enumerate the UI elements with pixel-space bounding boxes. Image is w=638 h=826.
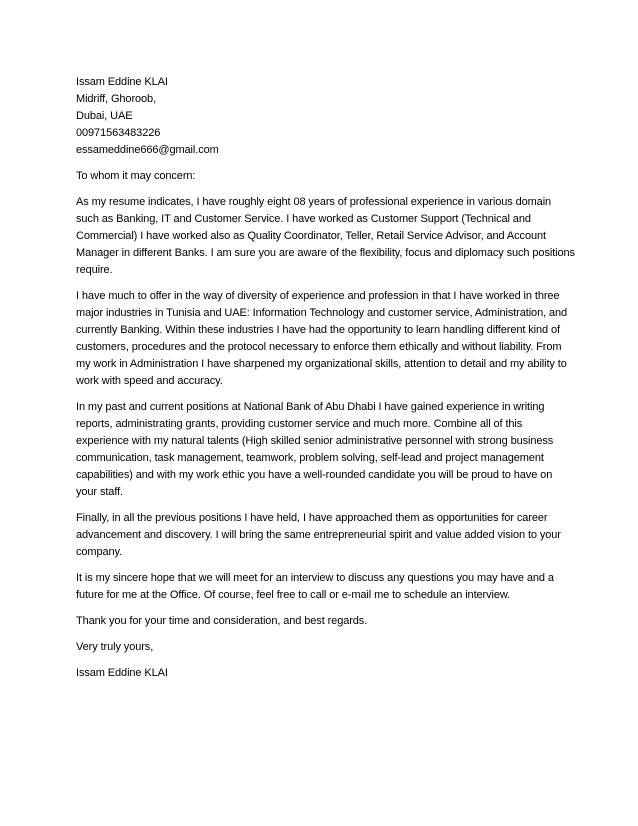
body-paragraph-1: As my resume indicates, I have roughly eight 08 years of professional experience in various domain such as Banking, IT and Customer Service. I have worked as Customer Support (Technical and Commercial) I have worked also as Quality Coordinator, Teller, Retail Service Advisor, and Account Manager in different Banks. I am sure you are aware of the flexibility, focus and diplomacy such positions require. [76,196,575,276]
body-paragraph-2: I have much to offer in the way of diversity of experience and profession in that I have worked in three major industries in Tunisia and UAE: Information Technology and customer service, Administration, and currently Banking. Within these industries I have had the opportunity to learn handling different kind of customers, procedures and the protocol necessary to enforce them ethically and without liability. From my work in Administration I have sharpened my organizational skills, attention to detail and my ability to work with speed and accuracy. [76,290,568,387]
letter-page [76,74,576,682]
sender-address-line-2: Dubai, UAE [76,110,133,122]
sender-address-block [76,74,576,159]
sender-phone: 00971563483226 [76,127,161,139]
closing: Very truly yours, [76,641,154,653]
sender-name: Issam Eddine KLAI [76,76,168,88]
sender-email: essameddine666@gmail.com [76,144,219,156]
body-paragraph-6: Thank you for your time and consideration, and best regards. [76,615,368,627]
body-paragraph-5: It is my sincere hope that we will meet for an interview to discuss any questions you may have and a future for me at the Office. Of course, feel free to call or e-mail me to schedule an interview. [76,572,554,601]
body-paragraph-3: In my past and current positions at National Bank of Abu Dhabi I have gained experience in writing reports, administrating grants, providing customer service and much more. Combine all of this experience with my natural talents (High skilled senior administrative personnel with strong business communication, task management, teamwork, problem solving, self-lead and project management capabilities) and with my work ethic you have a well-rounded candidate you will be proud to have on your staff. [76,401,554,498]
signature: Issam Eddine KLAI [76,667,168,679]
salutation: To whom it may concern: [76,170,196,182]
body-paragraph-4: Finally, in all the previous positions I have held, I have approached them as opportunities for career advancement and discovery. I will bring the same entrepreneurial spirit and value added vision to your company. [76,512,561,558]
sender-address-line-1: Midriff, Ghoroob, [76,93,157,105]
